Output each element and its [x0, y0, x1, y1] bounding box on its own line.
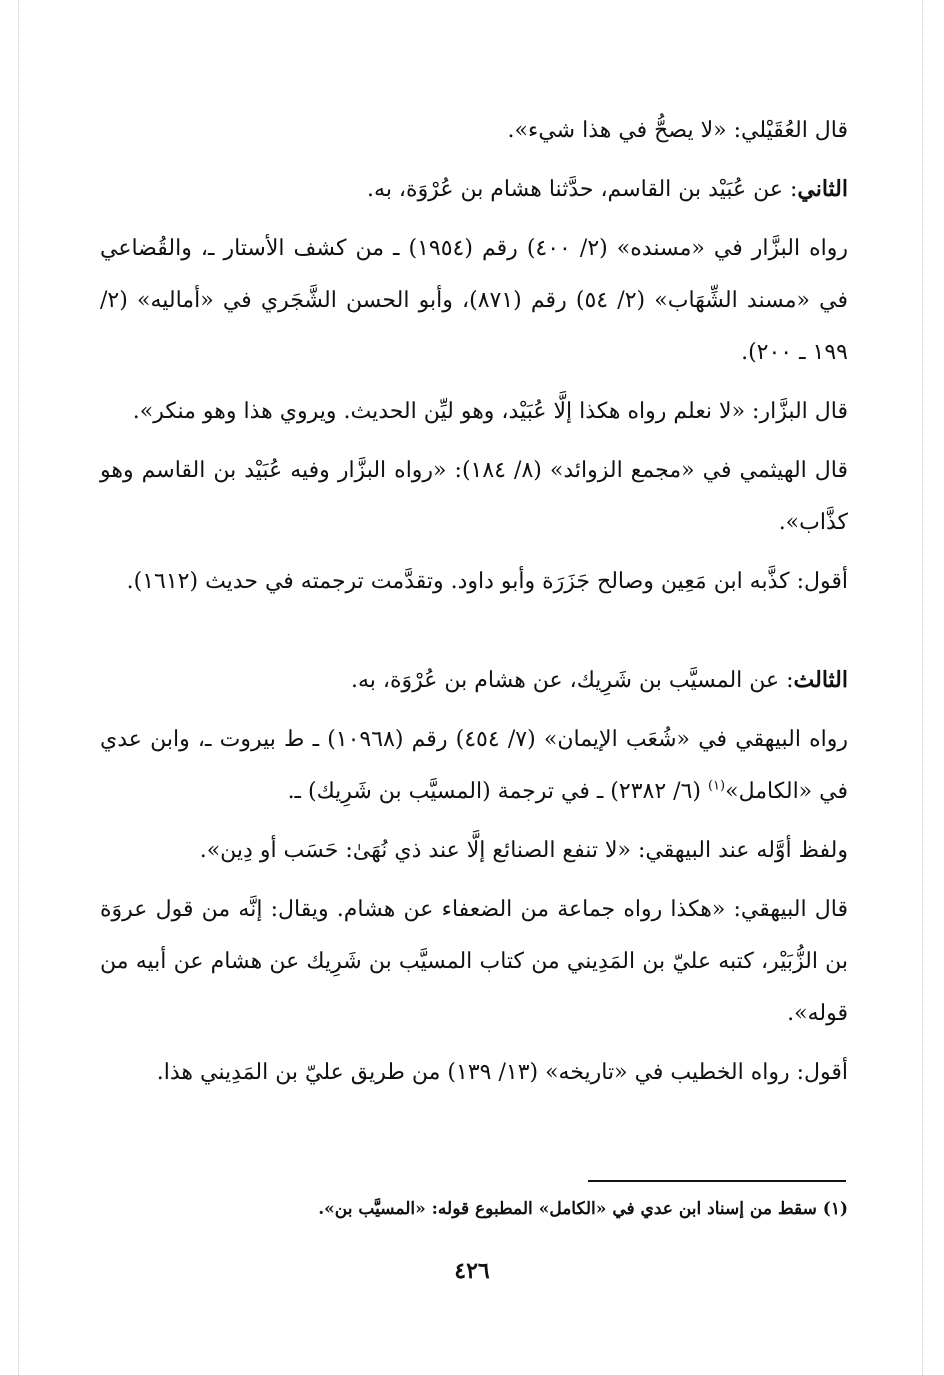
paragraph-text: قال العُقَيْلي: «لا يصحُّ في هذا شيء». [507, 118, 848, 143]
paragraph-haythami-comment [100, 444, 848, 549]
paragraph-lead: الثالث [793, 667, 848, 693]
footnote-divider [588, 1180, 846, 1182]
paragraph-author-note [100, 555, 848, 608]
paragraph-text: : عن المسيَّب بن شَرِيك، عن هشام بن عُرْوَة، به. [350, 668, 794, 693]
paragraph-third-chain [100, 654, 848, 707]
paragraph-text: ولفظ أوَّله عند البيهقي: «لا تنفع الصنائع إلَّا عند ذي نُهَىٰ: حَسَب أو دِين». [199, 838, 848, 863]
paragraph-text: رواه البيهقي في «شُعَب الإيمان» (٧/ ٤٥٤) رقم (١٠٩٦٨) ـ ط بيروت ـ، وابن عدي في «الكامل» [100, 727, 849, 804]
paragraph-bayhaqi-narration [100, 713, 848, 818]
paragraph-uqayli-quote [100, 104, 848, 157]
paragraph-text-continued: (٦/ ٢٣٨٢) ـ في ترجمة (المسيَّب بن شَرِيك) ـ. [287, 779, 708, 804]
paragraph-bayhaqi-wording [100, 824, 848, 877]
right-margin-guide [922, 0, 923, 1375]
main-text [100, 104, 848, 1105]
paragraph-text: أقول: كذَّبه ابن مَعِين وصالح جَزَرَة وأبو داود. وتقدَّمت ترجمته في حديث (١٦١٢). [126, 569, 848, 594]
paragraph-bazzar-comment [100, 385, 848, 438]
paragraph-text: : عن عُبَيْد بن القاسم، حدَّثنا هشام بن عُرْوَة، به. [367, 177, 798, 202]
left-margin-guide [18, 0, 19, 1375]
paragraph-lead: الثاني [797, 176, 848, 202]
footnote-marker[interactable]: (١) [707, 778, 726, 794]
paragraph-khatib-note [100, 1046, 848, 1099]
paragraph-text: أقول: رواه الخطيب في «تاريخه» (١٣/ ١٣٩) من طريق عليّ بن المَدِيني هذا. [156, 1060, 848, 1085]
paragraph-bayhaqi-comment [100, 883, 848, 1040]
page-number: ٤٢٦ [454, 1258, 490, 1284]
paragraph-text: رواه البزَّار في «مسنده» (٢/ ٤٠٠) رقم (١٩٥٤) ـ من كشف الأستار ـ، والقُضاعي في «مسند الشِّهَاب» (٢/ ٥٤) رقم (٨٧١)، وأبو الحسن الشَّجَري في «أماليه» (٢/ ١٩٩ ـ ٢٠٠). [100, 236, 849, 365]
footnote-text: (١) سقط من إسناد ابن عدي في «الكامل» المطبوع قوله: «المسيَّب بن». [318, 1199, 848, 1219]
paragraph-text: قال البزَّار: «لا نعلم رواه هكذا إلَّا عُبَيْد، وهو ليِّن الحديث. ويروي هذا وهو منكر». [132, 399, 848, 424]
paragraph-text: قال الهيثمي في «مجمع الزوائد» (٨/ ١٨٤): «رواه البزَّار وفيه عُبَيْد بن القاسم وهو كذَّاب». [100, 458, 848, 535]
paragraph-second-chain [100, 163, 848, 216]
paragraph-bazzar-narration [100, 222, 848, 379]
paragraph-text: قال البيهقي: «هكذا رواه جماعة من الضعفاء عن هشام. ويقال: إنَّه من قول عروَة بن الزُّبَيْر، كتبه عليّ بن المَدِيني من كتاب المسيَّب بن شَرِيك عن هشام عن أبيه من قوله». [100, 897, 848, 1026]
